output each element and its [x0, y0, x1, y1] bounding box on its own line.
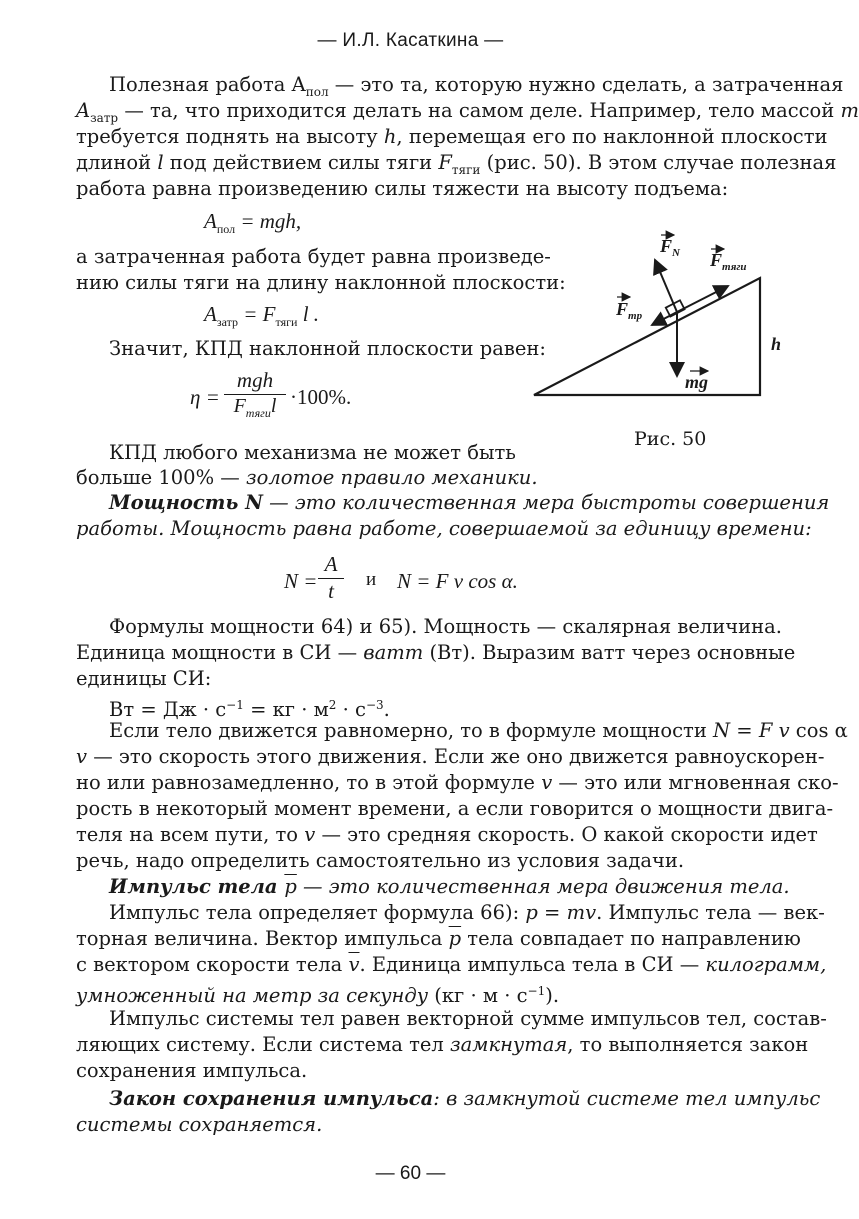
text-line: сохранения импульса. — [76, 1059, 308, 1082]
figure-caption: Рис. 50 — [634, 428, 707, 450]
text-line: системы сохраняется. — [76, 1113, 323, 1136]
text-line: требуется поднять на высоту h, перемещая его по наклонной плоскости — [76, 125, 828, 148]
text-line: v — это скорость этого движения. Если же оно движется равноускорен- — [76, 745, 825, 768]
and-word: и — [366, 569, 377, 590]
text-line: ляющих систему. Если система тел замкнутая, то выполняется закон — [76, 1033, 809, 1056]
equation-useful-work: $A_{пол}$ = mgh, — [204, 209, 302, 236]
text-line: Значит, КПД наклонной плоскости равен: — [109, 337, 546, 360]
power-fraction — [318, 552, 344, 605]
text-line: Формулы мощности 64) и 65). Мощность — скалярная величина. — [109, 615, 782, 638]
text-line: нию силы тяги на длину наклонной плоскости: — [76, 271, 566, 294]
text-line: но или равнозамедленно, то в этой формуле v — это или мгновенная ско- — [76, 771, 839, 794]
normal-force-arrow — [655, 260, 677, 312]
text-line: а затраченная работа будет равна произведе- — [76, 245, 551, 268]
eta-numerator: mgh — [236, 368, 274, 392]
power-formula-2: N = F v cos α. — [397, 569, 518, 593]
eta-lhs: η = — [190, 385, 220, 409]
equation-spent-work: $A_{затр} = F_{тяги}$ l . — [204, 302, 320, 329]
text-line: КПД любого механизма не может быть — [109, 441, 516, 464]
text-line: больше 100% — золотое правило механики. — [76, 466, 538, 489]
text-line: речь, надо определить самостоятельно из условия задачи. — [76, 849, 685, 872]
label-fn: $F_N$ — [660, 236, 680, 259]
text-line: Закон сохранения импульса: в замкнутой системе тел импульс — [109, 1087, 821, 1110]
inclined-plane-figure — [528, 230, 798, 410]
label-mg: mg — [685, 372, 709, 392]
text-line: длиной l под действием силы тяги $F_{тяги}$ (рис. 50). В этом случае полезная — [76, 151, 837, 177]
text-line: рость в некоторый момент времени, а если говорится о мощности двига- — [76, 797, 834, 820]
page-number: — 60 — — [375, 1163, 446, 1184]
text-line: Единица мощности в СИ — ватт (Вт). Выразим ватт через основные — [76, 641, 796, 664]
label-h: h — [771, 334, 782, 354]
text-line: единицы СИ: — [76, 667, 212, 690]
text-line: Полезная работа $A_{пол}$ — это та, которую нужно сделать, а затраченная — [109, 73, 844, 99]
running-header: — И.Л. Касаткина — — [317, 30, 504, 51]
text-line: Импульс тела $\overline{p}$ — это количественная мера движения тела. — [109, 875, 790, 898]
text-line: Импульс тела определяет формула 66): p = mv. Импульс тела — век- — [109, 901, 825, 924]
label-ftyagi: $F_{тяги}$ — [710, 250, 747, 273]
text-line: $A_{затр}$ — та, что приходится делать на самом деле. Например, тело массой m — [76, 99, 859, 125]
text-line: Импульс системы тел равен векторной сумме импульсов тел, состав- — [109, 1007, 827, 1030]
si-units-line: Вт = Дж · $с^{-1}$ = кг · $м^2 \cdot с^{-3}$. — [109, 698, 390, 721]
text-line: теля на всем пути, то v — это средняя скорость. О какой скорости идет — [76, 823, 818, 846]
text-line: с вектором скорости тела $\overline{v}$. Единица импульса тела в СИ — килограмм, — [76, 953, 827, 976]
power-denominator: t — [328, 579, 334, 603]
incline-triangle — [534, 278, 760, 395]
text-line: торная величина. Вектор импульса $\overline{p}$ тела совпадает по направлению — [76, 927, 801, 950]
power-numerator: A — [324, 552, 338, 576]
text-line: Если тело движется равномерно, то в формуле мощности N = F v cos α — [109, 719, 848, 742]
power-lhs: N = — [284, 569, 318, 593]
text-line: Мощность N — это количественная мера быстроты совершения — [109, 491, 830, 514]
eta-rhs: ·100%. — [290, 385, 352, 409]
label-ftr: $F_{тр}$ — [616, 299, 643, 322]
text-line: работа равна произведению силы тяжести на высоту подъема: — [76, 177, 729, 200]
text-line: умноженный на метр за секунду $(кг \cdot м \cdot с^{-1})$. — [76, 984, 560, 1007]
eta-denominator: $F_{тяги}l$ — [233, 395, 277, 420]
text-line: работы. Мощность равна работе, совершаемой за единицу времени: — [76, 517, 812, 540]
eta-fraction — [222, 368, 288, 421]
